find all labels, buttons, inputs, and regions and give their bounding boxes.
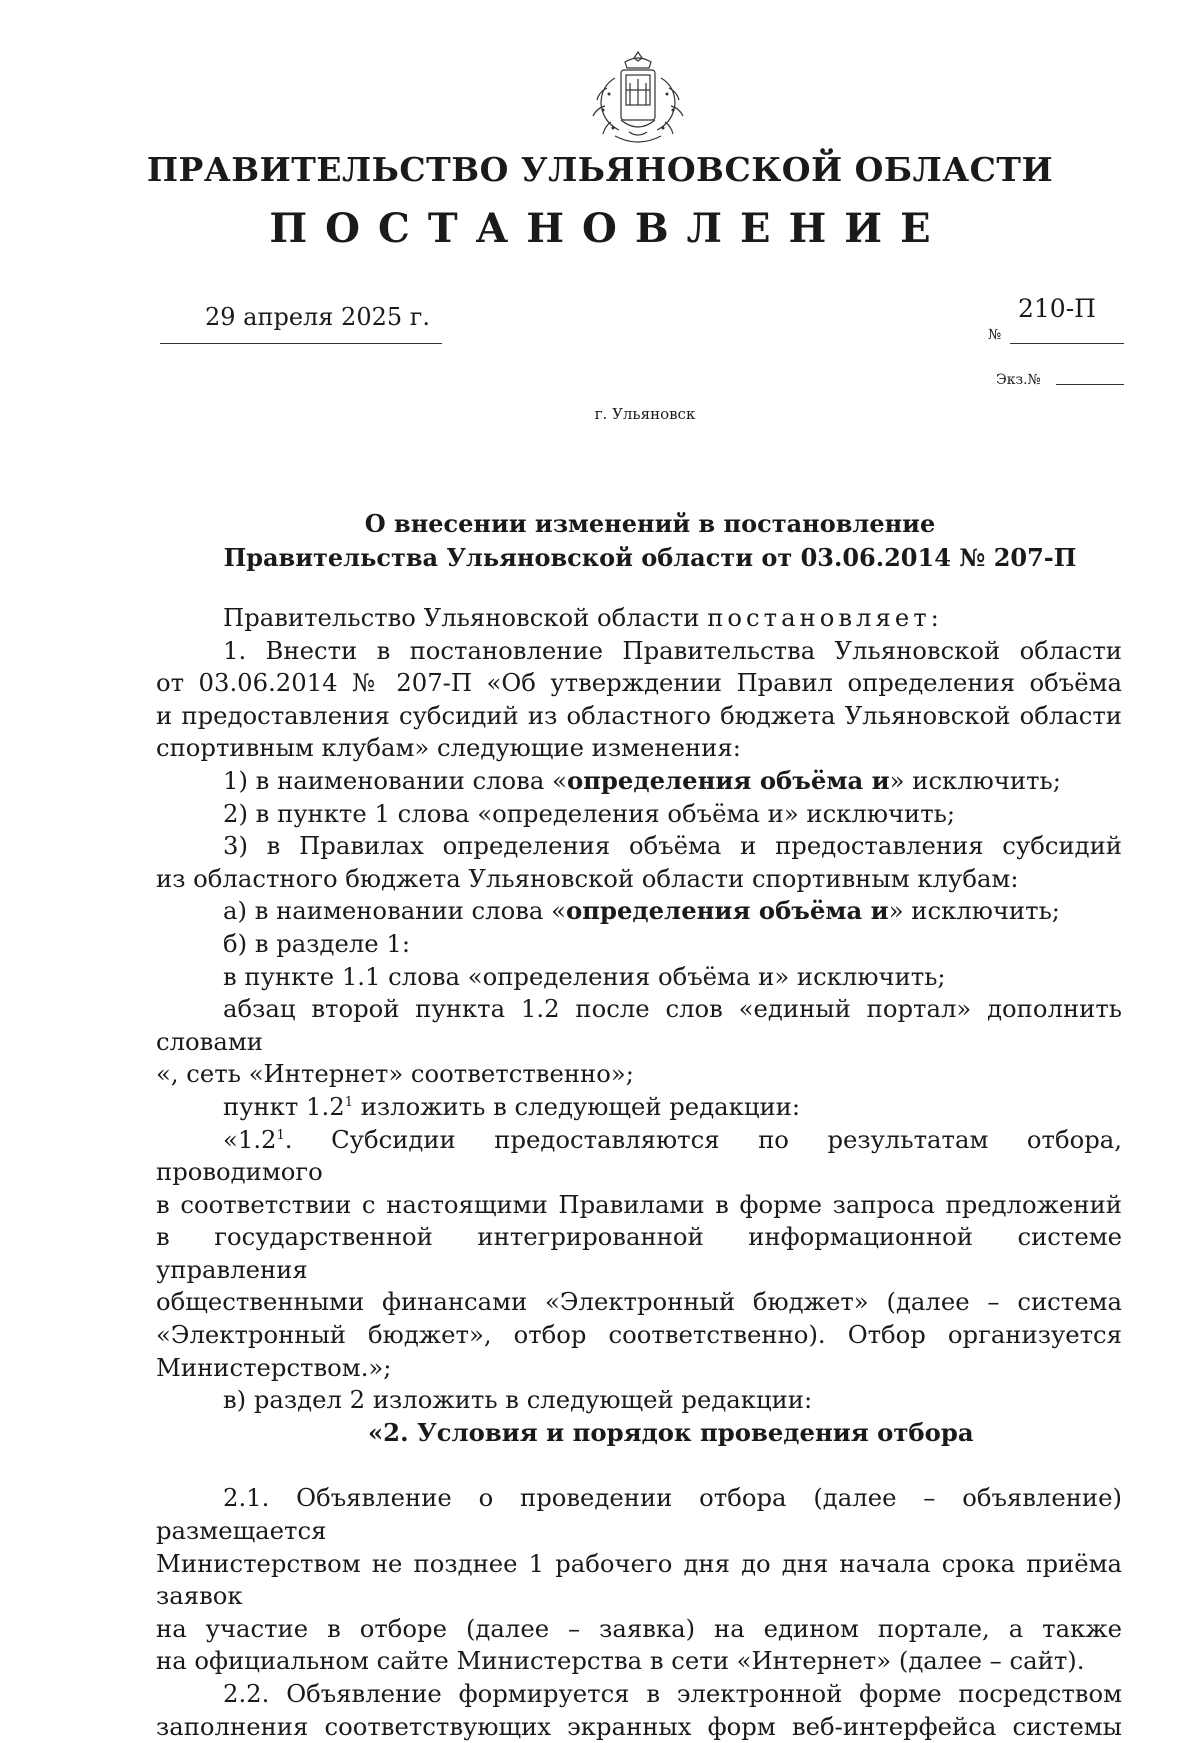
- list-item: 1) в наименовании слова «определения объёма и» исключить;: [223, 765, 1061, 795]
- list-item: 2) в пункте 1 слова «определения объёма и» исключить;: [223, 798, 956, 828]
- city: г. Ульяновск: [594, 405, 696, 423]
- paragraph-line: 2.2. Объявление формируется в электронной форме посредством: [223, 1679, 1122, 1708]
- quote-line: «Электронный бюджет», отбор соответственно). Отбор организуется: [156, 1320, 1122, 1350]
- quote-line: Министерством.»;: [156, 1352, 392, 1382]
- list-item: в) раздел 2 изложить в следующей редакции:: [223, 1385, 813, 1415]
- paragraph-line: 2.1. Объявление о проведении отбора (далее – объявление) размещается: [156, 1483, 1122, 1546]
- paragraph-line: от 03.06.2014 № 207-П «Об утверждении Правил определения объёма: [156, 668, 1122, 698]
- document-body: [156, 602, 1122, 1743]
- intro-resolves: постановляет:: [707, 603, 943, 632]
- document-date: 29 апреля 2025 г.: [205, 303, 430, 331]
- list-item: пункт $1.2^1$ изложить в следующей редакции:: [223, 1091, 801, 1121]
- paragraph-line: и предоставления субсидий из областного бюджета Ульяновской области: [156, 700, 1122, 730]
- paragraph-line: из областного бюджета Ульяновской области спортивным клубам:: [156, 863, 1019, 893]
- paragraph-line: «, сеть «Интернет» соответственно»;: [156, 1059, 634, 1089]
- intro-text: Правительство Ульяновской области: [223, 603, 708, 632]
- coat-of-arms-emblem: [585, 48, 691, 148]
- list-item: 3) в Правилах определения объёма и предоставления субсидий: [223, 831, 1122, 861]
- list-item: а) в наименовании слова «определения объёма и» исключить;: [223, 896, 1060, 926]
- title-line: Правительства Ульяновской области от 03.06.2014 № 207-П: [223, 543, 1077, 572]
- document-type: ПОСТАНОВЛЕНИЕ: [269, 205, 949, 252]
- paragraph-line: спортивным клубам» следующие изменения:: [156, 733, 741, 763]
- paragraph-line: Министерством не позднее 1 рабочего дня до дня начала срока приёма заявок: [156, 1548, 1122, 1611]
- quote-line: «$1.2^1$. Субсидии предоставляются по результатам отбора, проводимого: [156, 1124, 1122, 1187]
- document-title: [150, 507, 1150, 575]
- paragraph-line: на участие в отборе (далее – заявка) на едином портале, а также: [156, 1613, 1122, 1643]
- title-line: О внесении изменений в постановление: [364, 509, 936, 538]
- number-label: №: [988, 327, 1002, 343]
- quote-line: в государственной интегрированной информационной системе управления: [156, 1222, 1122, 1284]
- paragraph-line: на официальном сайте Министерства в сети «Интернет» (далее – сайт).: [156, 1646, 1085, 1676]
- intro-paragraph: [156, 602, 1122, 635]
- paragraph-line: 1. Внести в постановление Правительства Ульяновской области: [223, 635, 1122, 665]
- quote-line: в соответствии с настоящими Правилами в форме запроса предложений: [156, 1189, 1122, 1219]
- document-number: 210-П: [1018, 294, 1096, 323]
- paragraph-line: заполнения соответствующих экранных форм веб-интерфейса системы: [156, 1711, 1122, 1741]
- quote-line: общественными финансами «Электронный бюджет» (далее – система: [156, 1287, 1122, 1317]
- list-item: б) в разделе 1:: [223, 928, 411, 958]
- section-heading: «2. Условия и порядок проведения отбора: [368, 1417, 974, 1447]
- list-item: в пункте 1.1 слова «определения объёма и» исключить;: [223, 961, 946, 991]
- date-underline: [160, 343, 442, 344]
- copy-number-underline: [1056, 384, 1124, 385]
- copy-number-label: Экз.№: [996, 372, 1041, 388]
- government-name: ПРАВИТЕЛЬСТВО УЛЬЯНОВСКОЙ ОБЛАСТИ: [146, 150, 1054, 189]
- list-item: абзац второй пункта 1.2 после слов «единый портал» дополнить словами: [156, 994, 1122, 1056]
- number-underline: [1010, 343, 1124, 344]
